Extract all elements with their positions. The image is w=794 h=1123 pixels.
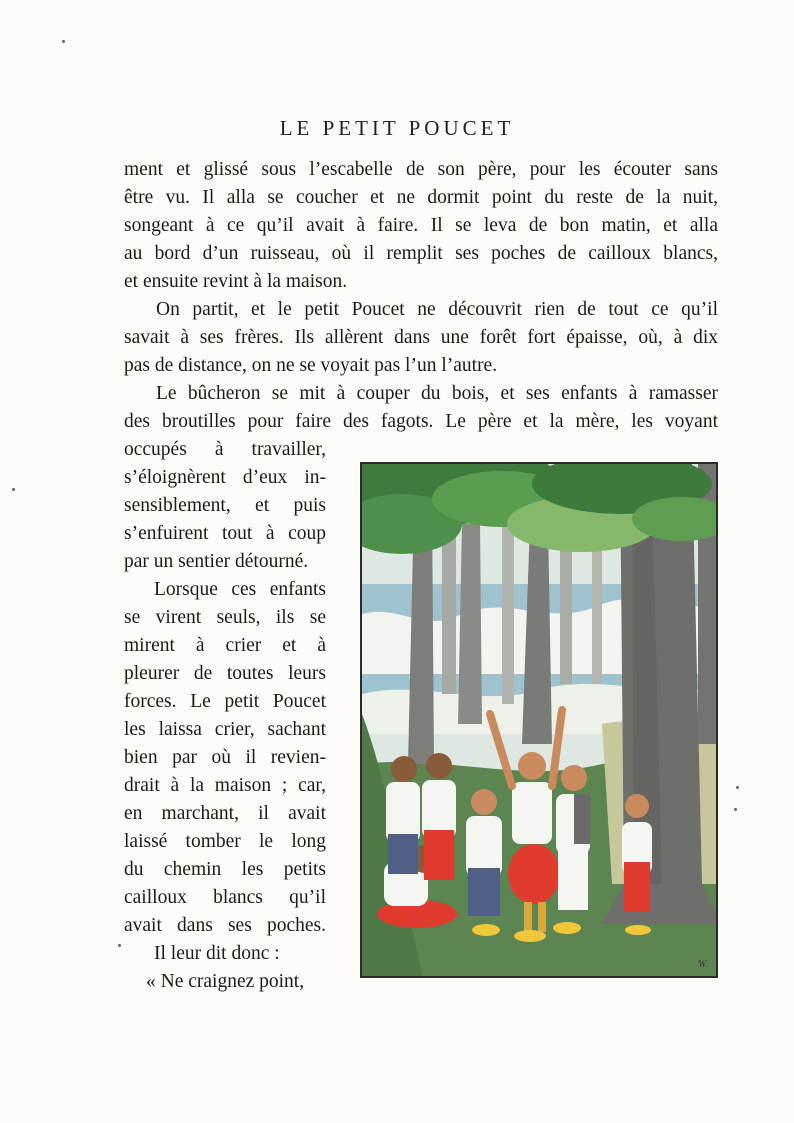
column-line: s’éloignèrent d’eux in- bbox=[124, 467, 326, 488]
forest-scene bbox=[362, 464, 716, 976]
column-line: du chemin les petits bbox=[124, 859, 326, 880]
column-line: Lorsque ces enfants bbox=[154, 579, 326, 600]
column-line: cailloux blancs qu’il bbox=[124, 887, 326, 908]
column-line: par un sentier détourné. bbox=[124, 551, 309, 572]
paper-speck bbox=[12, 488, 15, 491]
forest-illustration bbox=[360, 462, 718, 978]
paper-speck bbox=[118, 944, 121, 947]
text-line: des broutilles pour faire des fagots. Le père et la mère, les voyant bbox=[124, 411, 718, 432]
illustrator-signature: W. bbox=[698, 959, 708, 970]
text-line: On partit, et le petit Poucet ne découvrit rien de tout ce qu’il bbox=[156, 299, 718, 320]
text-line: être vu. Il alla se coucher et ne dormit point du reste de la nuit, bbox=[124, 187, 718, 208]
text-line: et ensuite revint à la maison. bbox=[124, 271, 348, 292]
column-line: avait dans ses poches. bbox=[124, 915, 326, 936]
text-line: ment et glissé sous l’escabelle de son père, pour les écouter sans bbox=[124, 159, 718, 180]
text-line: songeant à ce qu’il avait à faire. Il se leva de bon matin, et alla bbox=[124, 215, 718, 236]
column-line: bien par où il revien- bbox=[124, 747, 326, 768]
column-line: sensiblement, et puis bbox=[124, 495, 326, 516]
paper-speck bbox=[62, 40, 65, 43]
text-line: Le bûcheron se mit à couper du bois, et ses enfants à ramasser bbox=[156, 383, 718, 404]
column-line: drait à la maison ; car, bbox=[124, 775, 326, 796]
column-line: occupés à travailler, bbox=[124, 439, 326, 460]
column-line: s’enfuirent tout à coup bbox=[124, 523, 326, 544]
column-line: « Ne craignez point, bbox=[146, 971, 305, 992]
running-head: LE PETIT POUCET bbox=[279, 116, 515, 140]
column-line: les laissa crier, sachant bbox=[124, 719, 326, 740]
column-line: Il leur dit donc : bbox=[154, 943, 280, 964]
paper-speck bbox=[736, 786, 739, 789]
column-line: forces. Le petit Poucet bbox=[124, 691, 326, 712]
text-line: au bord d’un ruisseau, où il remplit ses poches de cailloux blancs, bbox=[124, 243, 718, 264]
column-line: pleurer de toutes leurs bbox=[124, 663, 326, 684]
column-line: laissé tomber le long bbox=[124, 831, 326, 852]
text-line: savait à ses frères. Ils allèrent dans une forêt fort épaisse, où, à dix bbox=[124, 327, 718, 348]
column-line: en marchant, il avait bbox=[124, 803, 326, 824]
text-line: pas de distance, on ne se voyait pas l’un l’autre. bbox=[124, 355, 498, 376]
paper-speck bbox=[734, 808, 737, 811]
column-line: mirent à crier et à bbox=[124, 635, 326, 656]
column-line: se virent seuls, ils se bbox=[124, 607, 326, 628]
